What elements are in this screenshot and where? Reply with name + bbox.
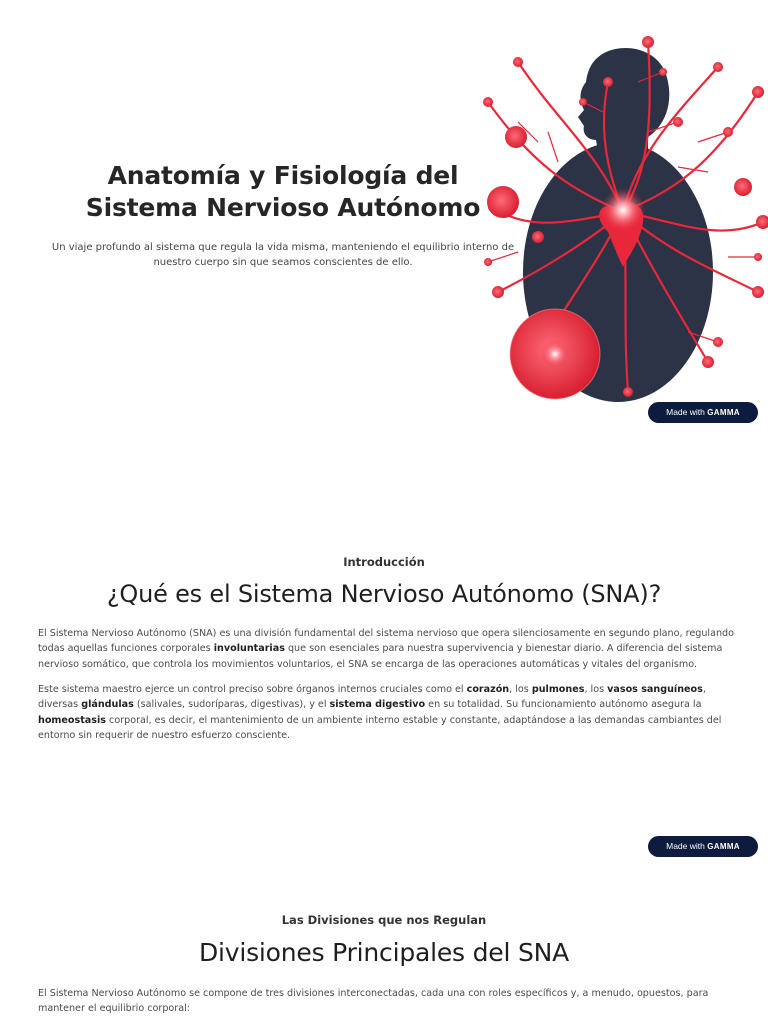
badge-prefix: Made with — [666, 841, 705, 851]
divisions-paragraph-1: El Sistema Nervioso Autónomo se compone de tres divisiones interconectadas, cada una con roles específicos y, a menudo, opuestos, para mantener el equilibrio corporal: — [38, 988, 709, 1015]
made-with-gamma-badge[interactable] — [648, 836, 758, 857]
badge-brand: GAMMA — [707, 408, 740, 417]
badge-prefix: Made with — [666, 407, 705, 417]
hero-title-line2: Sistema Nervioso Autónomo — [85, 193, 481, 222]
intro-paragraph-2: Este sistema maestro ejerce un control preciso sobre órganos internos cruciales como el corazón, los pulmones, los vasos sanguíneos, diversas glándulas (salivales, sudoríparas, digestivas), y el sistema digestivo en su totalidad. Su funcionamiento autónomo asegura la homeostasis corporal, es decir, el mantenimiento de un ambiente interno estable y constante, adaptándose a las demandas cambiantes del entorno sin requerir de nuestro esfuerzo consciente. — [38, 684, 722, 741]
divisions-kicker: Las Divisiones que nos Regulan — [281, 913, 487, 927]
bold-term: vasos sanguíneos — [607, 684, 703, 695]
bold-term: homeostasis — [38, 714, 106, 726]
hero-subtitle: Un viaje profundo al sistema que regula la vida misma, manteniendo el equilibrio interno de nuestro cuerpo sin que seamos conscientes de ello. — [51, 242, 515, 268]
bold-term: pulmones — [531, 684, 585, 695]
bold-term: involuntarias — [213, 643, 285, 655]
bold-term: glándulas — [81, 699, 134, 711]
badge-brand: GAMMA — [707, 842, 740, 851]
bold-term: corazón — [466, 684, 510, 695]
hero-title-line1: Anatomía y Fisiología del — [107, 161, 459, 190]
intro-paragraph-1: El Sistema Nervioso Autónomo (SNA) es una división fundamental del sistema nervioso que opera silenciosamente en segundo plano, regulando todas aquellas funciones corporales involuntarias que son esenciales para nuestra supervivencia y bienestar diario. A diferencia del sistema nervioso somático, que controla los movimientos voluntarios, el SNA se encarga de las operaciones automáticas y vitales del organismo. — [38, 628, 734, 670]
intro-title: ¿Qué es el Sistema Nervioso Autónomo (SNA)? — [106, 580, 662, 608]
intro-kicker: Introducción — [343, 555, 425, 569]
divisions-title: Divisiones Principales del SNA — [198, 938, 570, 967]
bold-term: sistema digestivo — [329, 699, 426, 711]
